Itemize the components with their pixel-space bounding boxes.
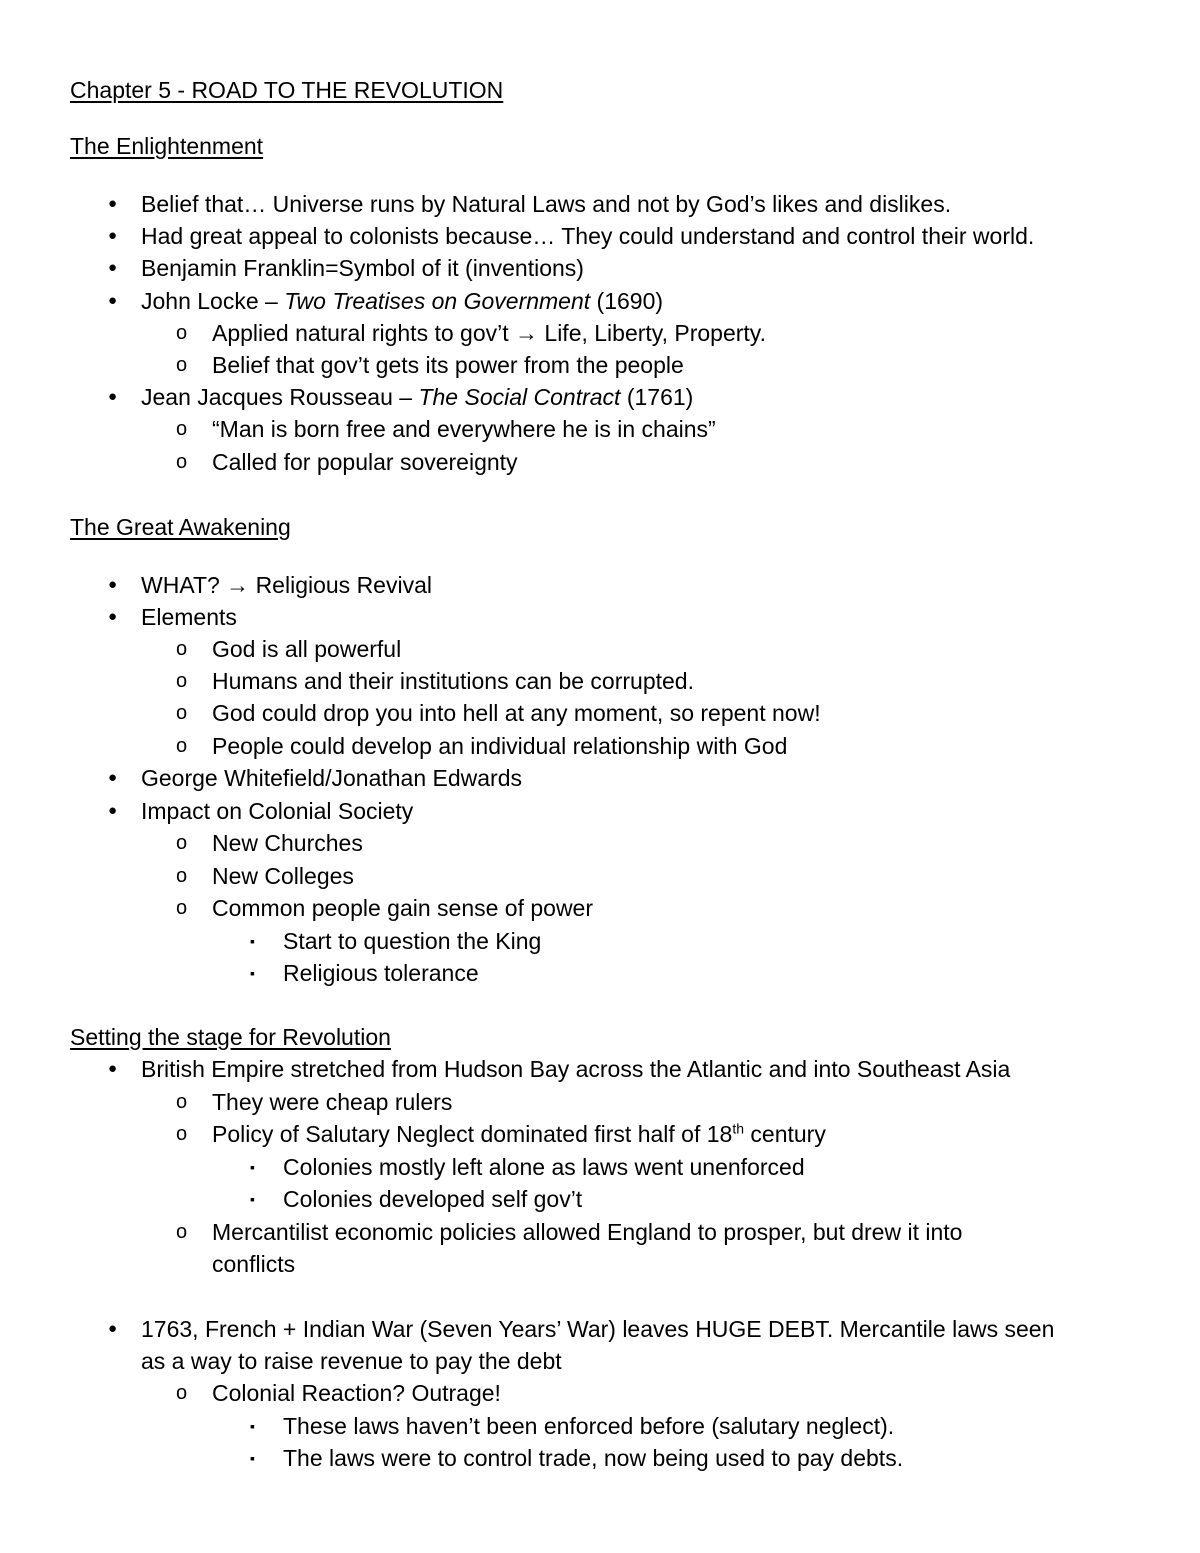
list-item <box>212 1119 826 1149</box>
author-text: Jean Jacques Rousseau – <box>141 384 419 410</box>
policy-text: Policy of Salutary Neglect dominated first half of 18 <box>212 1121 733 1147</box>
list-item: Applied natural rights to gov’t → Life, Liberty, Property. <box>212 320 766 346</box>
section-heading-great-awakening: The Great Awakening <box>70 514 291 540</box>
square-bullet-icon: ▪ <box>250 1191 255 1207</box>
circle-bullet-icon: o <box>176 418 188 440</box>
list-item: Elements <box>141 604 237 630</box>
list-item: “Man is born free and everywhere he is in chains” <box>212 416 716 442</box>
bullet-icon: ● <box>108 576 118 593</box>
square-bullet-icon: ▪ <box>250 965 255 981</box>
list-item: People could develop an individual relationship with God <box>212 733 788 759</box>
list-item: British Empire stretched from Hudson Bay across the Atlantic and into Southeast Asia <box>141 1056 1011 1082</box>
list-item: Colonial Reaction? Outrage! <box>212 1380 501 1406</box>
list-item: These laws haven’t been enforced before (salutary neglect). <box>283 1413 895 1439</box>
list-item: Religious tolerance <box>283 960 479 986</box>
bullet-icon: ● <box>108 802 118 819</box>
list-item: God is all powerful <box>212 636 402 662</box>
list-item: Common people gain sense of power <box>212 895 594 921</box>
list-item: God could drop you into hell at any moment, so repent now! <box>212 700 821 726</box>
circle-bullet-icon: o <box>176 354 188 376</box>
circle-bullet-icon: o <box>176 735 188 757</box>
bullet-icon: ● <box>108 1060 118 1077</box>
bullet-icon: ● <box>108 769 118 786</box>
list-item <box>141 286 663 316</box>
bullet-icon: ● <box>108 608 118 625</box>
list-item: Impact on Colonial Society <box>141 798 414 824</box>
section-heading-setting-the-stage: Setting the stage for Revolution <box>70 1024 391 1050</box>
bullet-icon: ● <box>108 292 118 309</box>
list-item: Benjamin Franklin=Symbol of it (inventions) <box>141 255 584 281</box>
list-item: Belief that gov’t gets its power from the people <box>212 352 684 378</box>
century-text: century <box>744 1121 826 1147</box>
section-heading-enlightenment: The Enlightenment <box>70 133 264 159</box>
list-item: 1763, French + Indian War (Seven Years’ War) leaves HUGE DEBT. Mercantile laws seen <box>141 1316 1055 1342</box>
work-title: Two Treatises on Government <box>284 288 591 314</box>
circle-bullet-icon: o <box>176 322 188 344</box>
bullet-icon: ● <box>108 388 118 405</box>
circle-bullet-icon: o <box>176 1382 188 1404</box>
circle-bullet-icon: o <box>176 702 188 724</box>
bullet-icon: ● <box>108 1320 118 1337</box>
list-item: Colonies mostly left alone as laws went unenforced <box>283 1154 805 1180</box>
page-title: Chapter 5 - ROAD TO THE REVOLUTION <box>70 77 504 103</box>
work-title: The Social Contract <box>418 384 621 410</box>
list-item: George Whitefield/Jonathan Edwards <box>141 765 522 791</box>
list-item: New Churches <box>212 830 363 856</box>
square-bullet-icon: ▪ <box>250 1159 255 1175</box>
list-item: WHAT? → Religious Revival <box>141 572 432 598</box>
square-bullet-icon: ▪ <box>250 1450 255 1466</box>
author-text: John Locke – <box>141 288 285 314</box>
bullet-icon: ● <box>108 195 118 212</box>
square-bullet-icon: ▪ <box>250 1418 255 1434</box>
list-item: Called for popular sovereignty <box>212 449 518 475</box>
bullet-icon: ● <box>108 227 118 244</box>
list-item <box>141 382 693 412</box>
list-item-continuation: conflicts <box>212 1251 296 1277</box>
circle-bullet-icon: o <box>176 670 188 692</box>
bullet-icon: ● <box>108 259 118 276</box>
circle-bullet-icon: o <box>176 832 188 854</box>
ordinal-suffix: th <box>732 1120 745 1137</box>
list-item: They were cheap rulers <box>212 1089 453 1115</box>
circle-bullet-icon: o <box>176 1221 188 1243</box>
circle-bullet-icon: o <box>176 638 188 660</box>
list-item: Humans and their institutions can be corrupted. <box>212 668 694 694</box>
year-text: (1761) <box>620 384 694 410</box>
circle-bullet-icon: o <box>176 451 188 473</box>
circle-bullet-icon: o <box>176 865 188 887</box>
circle-bullet-icon: o <box>176 1123 188 1145</box>
circle-bullet-icon: o <box>176 897 188 919</box>
year-text: (1690) <box>590 288 664 314</box>
list-item: Belief that… Universe runs by Natural Laws and not by God’s likes and dislikes. <box>141 191 952 217</box>
square-bullet-icon: ▪ <box>250 933 255 949</box>
list-item: Had great appeal to colonists because… They could understand and control their world. <box>141 223 1035 249</box>
list-item: The laws were to control trade, now being used to pay debts. <box>283 1445 904 1471</box>
list-item: New Colleges <box>212 863 354 889</box>
list-item: Mercantilist economic policies allowed England to prosper, but drew it into <box>212 1219 963 1245</box>
list-item: Colonies developed self gov’t <box>283 1186 583 1212</box>
circle-bullet-icon: o <box>176 1091 188 1113</box>
list-item-continuation: as a way to raise revenue to pay the debt <box>141 1348 562 1374</box>
list-item: Start to question the King <box>283 928 542 954</box>
